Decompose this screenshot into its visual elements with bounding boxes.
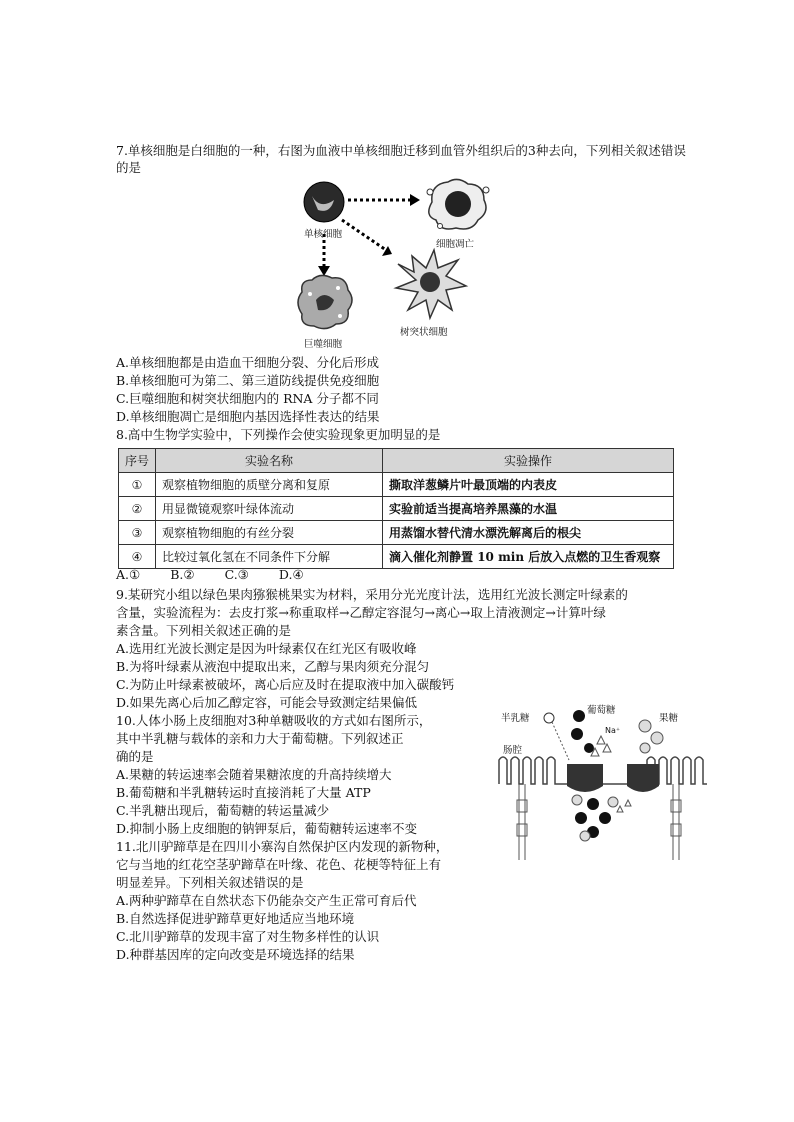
q8-choice-a: A.① xyxy=(116,567,141,582)
q11-stem-line-3: 明显差异。下列相关叙述错误的是 xyxy=(116,875,304,890)
row-experiment-operation: 滴入催化剂静置 10 min 后放入点燃的卫生香观察 xyxy=(383,545,674,569)
q8-stem: 8.高中生物学实验中，下列操作会使实验现象更加明显的是 xyxy=(116,427,441,442)
table-row xyxy=(119,473,674,497)
table-row xyxy=(119,521,674,545)
label-galactose: 半乳糖 xyxy=(501,713,530,724)
q9-option-c: C.为防止叶绿素被破坏，离心后应及时在提取液中加入碳酸钙 xyxy=(116,677,455,692)
q11-stem-line-1: 11.北川驴蹄草是在四川小寨沟自然保护区内发现的新物种， xyxy=(116,839,449,854)
q7-option-d: D.单核细胞凋亡是细胞内基因选择性表达的结果 xyxy=(116,409,380,424)
row-index: ④ xyxy=(119,545,156,569)
row-experiment-name: 观察植物细胞的质壁分离和复原 xyxy=(156,473,383,497)
label-monocyte: 单核细胞 xyxy=(304,229,343,240)
macrophage-cell-icon xyxy=(298,275,352,328)
q10-option-d: D.抑制小肠上皮细胞的钠钾泵后，葡萄糖转运速率不变 xyxy=(116,821,418,836)
q7-stem: 7.单核细胞是白细胞的一种，右图为血液中单核细胞迁移到血管外组织后的3种去向，下列相关叙述错误的是 xyxy=(116,143,686,175)
label-apoptosis: 细胞凋亡 xyxy=(436,239,475,250)
q8-experiment-table xyxy=(118,448,674,569)
q10-option-b: B.葡萄糖和半乳糖转运时直接消耗了大量 ATP xyxy=(116,785,371,800)
label-fructose: 果糖 xyxy=(659,713,679,724)
q8-choice-d: D.④ xyxy=(278,567,304,582)
q11-option-b: B.自然选择促进驴蹄草更好地适应当地环境 xyxy=(116,911,355,926)
q9-option-d: D.如果先离心后加乙醇定容，可能会导致测定结果偏低 xyxy=(116,695,418,710)
q11-option-c: C.北川驴蹄草的发现丰富了对生物多样性的认识 xyxy=(116,929,380,944)
row-index: ② xyxy=(119,497,156,521)
fructose-carrier xyxy=(627,764,659,792)
label-glucose: 葡萄糖 xyxy=(587,705,616,716)
label-lumen: 肠腔 xyxy=(503,745,523,756)
q7-option-c: C.巨噬细胞和树突状细胞内的 RNA 分子都不同 xyxy=(116,391,379,406)
q8-choice-b: B.② xyxy=(170,567,195,582)
q9-option-b: B.为将叶绿素从液泡中提取出来，乙醇与果肉须充分混匀 xyxy=(116,659,430,674)
glucose-carrier xyxy=(567,764,603,792)
row-experiment-operation: 实验前适当提高培养黑藻的水温 xyxy=(383,497,674,521)
row-experiment-name: 比较过氧化氢在不同条件下分解 xyxy=(156,545,383,569)
table-row xyxy=(119,545,674,569)
q11-stem-line-2: 它与当地的红花空茎驴蹄草在叶缘、花色、花梗等特征上有 xyxy=(116,857,442,872)
label-dendritic: 树突状细胞 xyxy=(400,327,448,338)
q10-stem-line-2: 其中半乳糖与载体的亲和力大于葡萄糖。下列叙述正 xyxy=(116,731,404,746)
monocyte-cell-icon xyxy=(304,182,344,222)
q9-stem-line-2: 含量，实验流程为：去皮打浆→称重取样→乙醇定容混匀→离心→取上清液测定→计算叶绿 xyxy=(116,605,606,620)
label-sodium: Na⁺ xyxy=(605,726,621,735)
table-header-row xyxy=(119,449,674,473)
row-experiment-name: 用显微镜观察叶绿体流动 xyxy=(156,497,383,521)
row-experiment-operation: 用蒸馏水替代清水漂洗解离后的根尖 xyxy=(383,521,674,545)
q7-option-b: B.单核细胞可为第二、第三道防线提供免疫细胞 xyxy=(116,373,380,388)
row-index: ① xyxy=(119,473,156,497)
apoptotic-cell-icon xyxy=(427,179,489,229)
label-macrophage: 巨噬细胞 xyxy=(304,339,343,350)
row-experiment-name: 观察植物细胞的有丝分裂 xyxy=(156,521,383,545)
q11-option-a: A.两种驴蹄草在自然状态下仍能杂交产生正常可育后代 xyxy=(116,893,417,908)
q8-choice-c: C.③ xyxy=(224,567,249,582)
q7-figure xyxy=(290,176,510,352)
q7-option-a: A.单核细胞都是由造血干细胞分裂、分化后形成 xyxy=(116,355,380,370)
q10-figure xyxy=(497,704,709,860)
q10-option-c: C.半乳糖出现后，葡萄糖的转运量减少 xyxy=(116,803,330,818)
q9-option-a: A.选用红光波长测定是因为叶绿素仅在红光区有吸收峰 xyxy=(116,641,417,656)
header-experiment-name: 实验名称 xyxy=(156,449,383,473)
q10-stem-line-3: 确的是 xyxy=(116,749,154,764)
q9-stem-line-3: 素含量。下列相关叙述正确的是 xyxy=(116,623,292,638)
q10-stem-line-1: 10.人体小肠上皮细胞对3种单糖吸收的方式如右图所示， xyxy=(116,713,432,728)
row-index: ③ xyxy=(119,521,156,545)
q10-option-a: A.果糖的转运速率会随着果糖浓度的升高持续增大 xyxy=(116,767,392,782)
dendritic-cell-icon xyxy=(396,250,466,318)
intestinal-transport-diagram xyxy=(497,704,709,860)
table-row xyxy=(119,497,674,521)
q8-choices xyxy=(116,567,304,582)
header-experiment-operation: 实验操作 xyxy=(383,449,674,473)
header-index: 序号 xyxy=(119,449,156,473)
q11-option-d: D.种群基因库的定向改变是环境选择的结果 xyxy=(116,947,355,962)
row-experiment-operation: 撕取洋葱鳞片叶最顶端的内表皮 xyxy=(383,473,674,497)
q9-stem-line-1: 9.某研究小组以绿色果肉猕猴桃果实为材料，采用分光光度计法，选用红光波长测定叶绿素的 xyxy=(116,587,628,602)
